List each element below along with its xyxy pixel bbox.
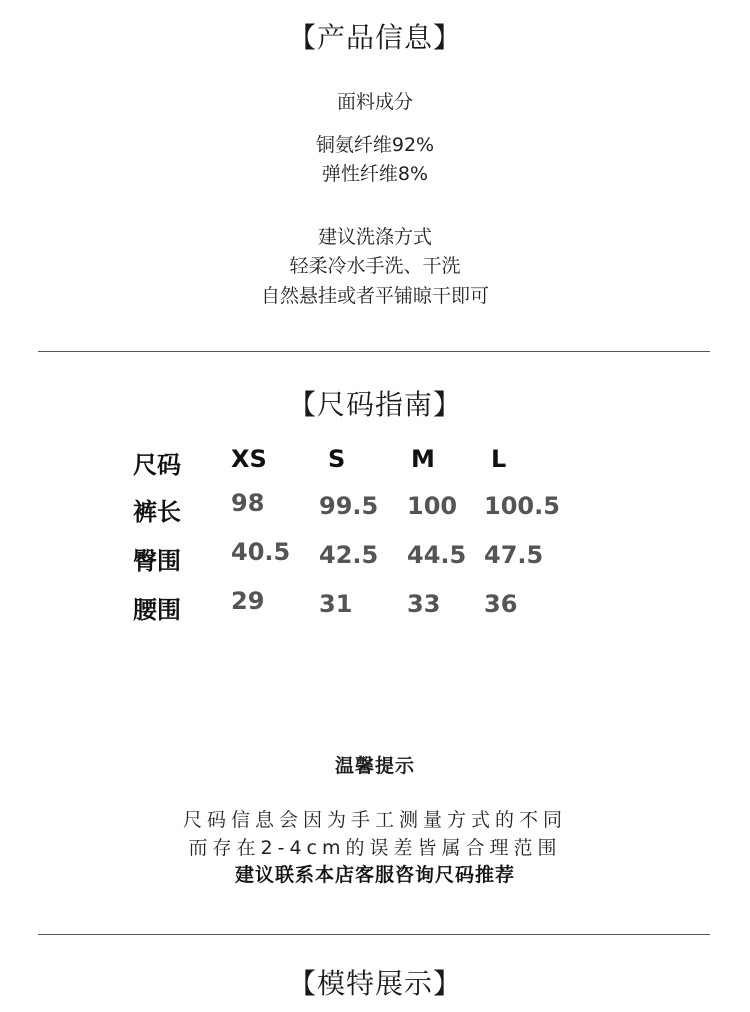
notice-title: 温馨提示 [334, 755, 415, 777]
divider-1 [38, 351, 710, 352]
size-header-row [0, 445, 750, 485]
table-row [0, 587, 750, 630]
fabric-line-2: 弹性纤维8% [321, 163, 429, 185]
value-cell: 44.5 [407, 541, 467, 569]
size-header-l: L [491, 445, 507, 473]
row-label-length: 裤长 [133, 498, 181, 526]
value-cell: 40.5 [231, 538, 291, 566]
value-cell: 36 [484, 590, 518, 618]
size-header-s: S [328, 445, 346, 473]
fabric-line-1: 铜氨纤维92% [315, 134, 435, 156]
size-header-xs: XS [231, 445, 267, 473]
wash-line-2: 自然悬挂或者平铺晾干即可 [260, 285, 489, 307]
product-info-title: 【产品信息】 [287, 21, 462, 54]
divider-2 [38, 934, 710, 935]
value-cell: 99.5 [319, 492, 379, 520]
value-cell: 42.5 [319, 541, 379, 569]
value-cell: 47.5 [484, 541, 544, 569]
table-row [0, 538, 750, 581]
notice-bold-line: 建议联系本店客服咨询尺码推荐 [234, 864, 515, 886]
size-header-m: M [411, 445, 435, 473]
value-cell: 100 [407, 492, 458, 520]
value-cell: 29 [231, 587, 265, 615]
size-header-label: 尺码 [133, 451, 181, 479]
notice-line-1: 尺码信息会因为手工测量方式的不同 [182, 809, 567, 831]
value-cell: 100.5 [484, 492, 560, 520]
fabric-label: 面料成分 [336, 91, 413, 113]
wash-line-1: 轻柔冷水手洗、干洗 [289, 255, 461, 277]
row-label-hip: 臀围 [133, 547, 181, 575]
notice-line-2: 而存在2-4cm的误差皆属合理范围 [188, 837, 562, 859]
wash-label: 建议洗涤方式 [317, 226, 432, 248]
row-label-waist: 腰围 [133, 596, 181, 624]
value-cell: 33 [407, 590, 441, 618]
size-guide-title: 【尺码指南】 [287, 388, 462, 421]
table-row [0, 489, 750, 532]
value-cell: 98 [231, 489, 265, 517]
value-cell: 31 [319, 590, 353, 618]
model-show-title: 【模特展示】 [287, 967, 462, 1000]
